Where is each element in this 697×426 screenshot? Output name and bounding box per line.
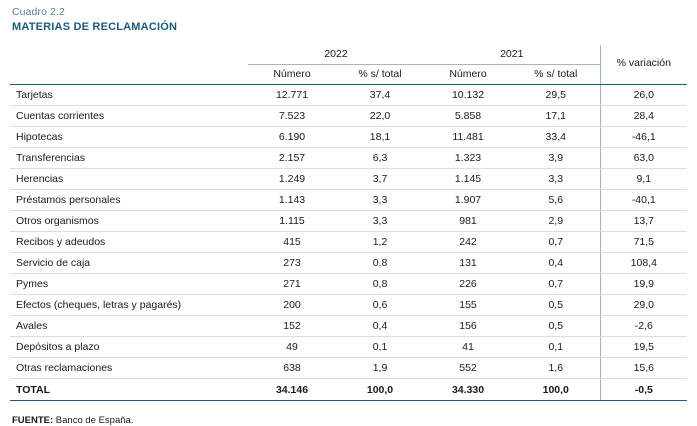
table-row — [10, 127, 687, 148]
cell-2022-percent: 37,4 — [336, 85, 424, 106]
table-row — [10, 232, 687, 253]
cell-2021-number: 1.145 — [424, 169, 512, 190]
table-row — [10, 148, 687, 169]
cell-2021-number: 155 — [424, 295, 512, 316]
cell-2021-number: 1.907 — [424, 190, 512, 211]
cell-2022-percent: 1,2 — [336, 232, 424, 253]
row-label: Otras reclamaciones — [10, 358, 248, 379]
row-label: Efectos (cheques, letras y pagarés) — [10, 295, 248, 316]
table-total-row — [10, 379, 687, 401]
source-label: FUENTE: — [12, 415, 54, 426]
cell-2021-number: 5.858 — [424, 106, 512, 127]
row-label: Transferencias — [10, 148, 248, 169]
source-note — [12, 415, 687, 426]
table-row — [10, 295, 687, 316]
claims-subject-table — [10, 45, 687, 401]
row-label: Cuentas corrientes — [10, 106, 248, 127]
cell-2021-number: 981 — [424, 211, 512, 232]
cell-2021-percent: 0,7 — [512, 274, 600, 295]
cell-2021-percent: 3,9 — [512, 148, 600, 169]
total-variation: -0,5 — [600, 379, 687, 401]
row-label: Pymes — [10, 274, 248, 295]
cell-variation: 63,0 — [600, 148, 687, 169]
cell-2021-number: 11.481 — [424, 127, 512, 148]
cell-variation: 71,5 — [600, 232, 687, 253]
source-text: Banco de España. — [53, 415, 134, 426]
cell-2022-percent: 18,1 — [336, 127, 424, 148]
cell-2022-percent: 3,7 — [336, 169, 424, 190]
row-label: Otros organismos — [10, 211, 248, 232]
cell-variation: 26,0 — [600, 85, 687, 106]
cell-2022-number: 1.143 — [248, 190, 336, 211]
table-row — [10, 85, 687, 106]
cell-2021-number: 41 — [424, 337, 512, 358]
cell-2022-percent: 6,3 — [336, 148, 424, 169]
cell-variation: -46,1 — [600, 127, 687, 148]
sub-header-2021-number: Número — [449, 68, 487, 80]
row-label: Tarjetas — [10, 85, 248, 106]
cell-2021-percent: 0,1 — [512, 337, 600, 358]
table-group-header-row — [10, 45, 687, 65]
cell-2021-number: 156 — [424, 316, 512, 337]
cell-variation: 15,6 — [600, 358, 687, 379]
cell-2022-number: 271 — [248, 274, 336, 295]
group-header-variation: % variación — [600, 45, 687, 84]
cell-2021-percent: 29,5 — [512, 85, 600, 106]
cell-2022-percent: 0,1 — [336, 337, 424, 358]
cell-2022-number: 7.523 — [248, 106, 336, 127]
cell-2021-number: 10.132 — [424, 85, 512, 106]
cell-variation: 19,5 — [600, 337, 687, 358]
cell-variation: 28,4 — [600, 106, 687, 127]
total-label: TOTAL — [10, 379, 248, 401]
cell-2022-percent: 1,9 — [336, 358, 424, 379]
cell-2021-number: 131 — [424, 253, 512, 274]
table-body — [10, 85, 687, 401]
cell-2022-percent: 0,8 — [336, 274, 424, 295]
cell-2022-number: 12.771 — [248, 85, 336, 106]
table-row — [10, 253, 687, 274]
cell-2021-percent: 0,7 — [512, 232, 600, 253]
row-label: Depósitos a plazo — [10, 337, 248, 358]
row-label: Recibos y adeudos — [10, 232, 248, 253]
cell-variation: 19,9 — [600, 274, 687, 295]
sub-header-blank — [10, 65, 248, 85]
group-header-2021: 2021 — [424, 45, 600, 65]
cell-2021-percent: 0,4 — [512, 253, 600, 274]
table-row — [10, 169, 687, 190]
cell-2022-number: 1.249 — [248, 169, 336, 190]
cell-2021-number: 226 — [424, 274, 512, 295]
table-row — [10, 337, 687, 358]
sub-header-2022-percent: % s/ total — [358, 68, 402, 80]
cell-2022-number: 152 — [248, 316, 336, 337]
cell-2022-number: 200 — [248, 295, 336, 316]
row-label: Servicio de caja — [10, 253, 248, 274]
cell-2021-percent: 2,9 — [512, 211, 600, 232]
cell-2021-percent: 33,4 — [512, 127, 600, 148]
cell-2021-percent: 0,5 — [512, 295, 600, 316]
group-header-blank — [10, 45, 248, 65]
table-row — [10, 274, 687, 295]
total-2021-number: 34.330 — [424, 379, 512, 401]
total-2021-percent: 100,0 — [512, 379, 600, 401]
cell-2022-number: 638 — [248, 358, 336, 379]
cell-variation: -2,6 — [600, 316, 687, 337]
cell-2021-percent: 5,6 — [512, 190, 600, 211]
total-2022-percent: 100,0 — [336, 379, 424, 401]
table-row — [10, 190, 687, 211]
row-label: Herencias — [10, 169, 248, 190]
row-label: Préstamos personales — [10, 190, 248, 211]
table-row — [10, 211, 687, 232]
cell-2022-percent: 0,6 — [336, 295, 424, 316]
cell-2022-number: 1.115 — [248, 211, 336, 232]
table-row — [10, 106, 687, 127]
cell-2022-percent: 22,0 — [336, 106, 424, 127]
table-header — [10, 45, 687, 85]
cell-2022-percent: 0,8 — [336, 253, 424, 274]
cell-2021-number: 552 — [424, 358, 512, 379]
cell-2021-percent: 3,3 — [512, 169, 600, 190]
sub-header-2022-number: Número — [273, 68, 311, 80]
cell-variation: -40,1 — [600, 190, 687, 211]
cell-variation: 29,0 — [600, 295, 687, 316]
cell-variation: 13,7 — [600, 211, 687, 232]
cell-2022-percent: 3,3 — [336, 211, 424, 232]
page-title: MATERIAS DE RECLAMACIÓN — [12, 21, 178, 33]
cell-2022-number: 273 — [248, 253, 336, 274]
cell-2022-number: 2.157 — [248, 148, 336, 169]
row-label: Hipotecas — [10, 127, 248, 148]
cell-2021-percent: 0,5 — [512, 316, 600, 337]
table-caption-number: Cuadro 2.2 — [12, 6, 65, 18]
cell-2022-number: 6.190 — [248, 127, 336, 148]
total-2022-number: 34.146 — [248, 379, 336, 401]
table-row — [10, 358, 687, 379]
row-label: Avales — [10, 316, 248, 337]
cell-2022-number: 49 — [248, 337, 336, 358]
sub-header-2021-percent: % s/ total — [534, 68, 578, 80]
group-header-2022: 2022 — [248, 45, 424, 65]
cell-2022-percent: 3,3 — [336, 190, 424, 211]
cell-2021-percent: 1,6 — [512, 358, 600, 379]
cell-variation: 108,4 — [600, 253, 687, 274]
table-row — [10, 316, 687, 337]
cell-2022-percent: 0,4 — [336, 316, 424, 337]
cell-2021-number: 242 — [424, 232, 512, 253]
cell-variation: 9,1 — [600, 169, 687, 190]
table-sub-header-row — [10, 65, 687, 85]
cell-2021-percent: 17,1 — [512, 106, 600, 127]
cell-2021-number: 1.323 — [424, 148, 512, 169]
cell-2022-number: 415 — [248, 232, 336, 253]
